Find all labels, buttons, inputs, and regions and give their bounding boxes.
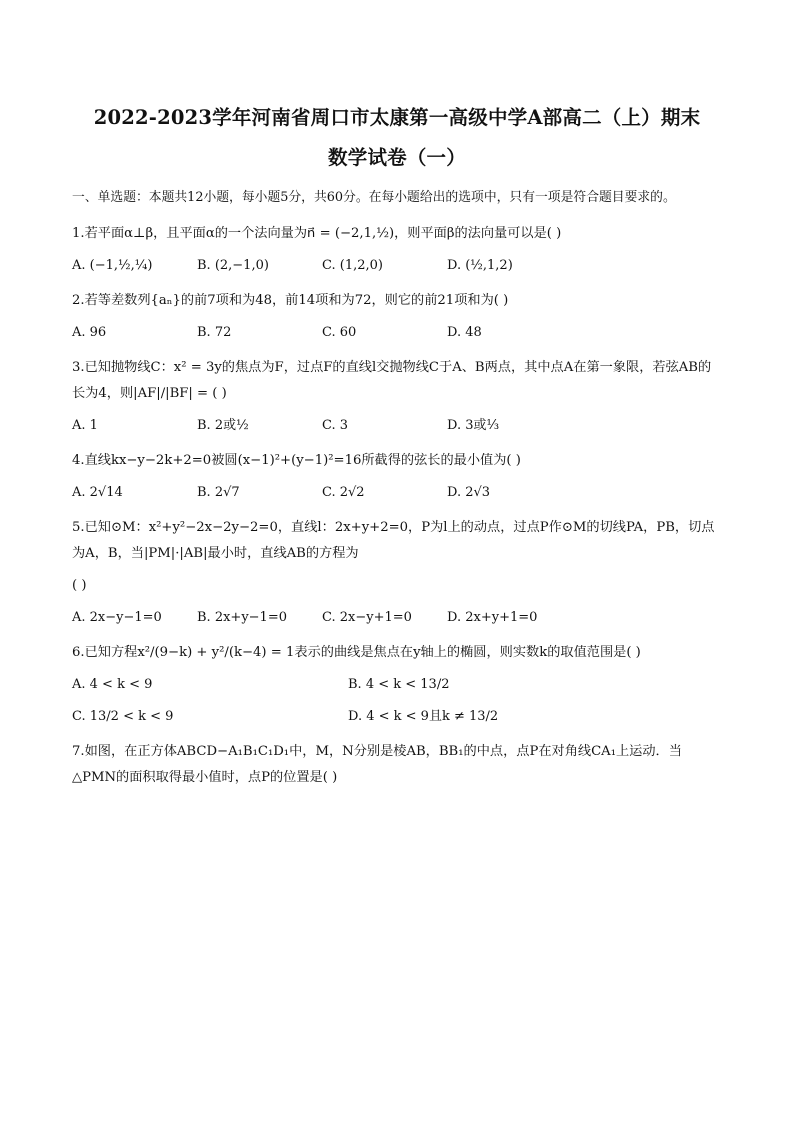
question-2-option-c: C. 60 xyxy=(322,325,357,340)
question-7-stem: 7.如图，在正方体ABCD−A₁B₁C₁D₁中，M，N分别是棱AB，BB₁的中点，点P在对角线CA₁上运动．当△PMN的面积取得最小值时，点P的位置是( ) xyxy=(72,744,682,785)
question-6-options-row2 xyxy=(72,704,722,730)
section-heading: 一、单选题：本题共12小题，每小题5分，共60分。在每小题给出的选项中，只有一项是符合题目要求的。 xyxy=(72,190,676,205)
question-5-stem: 5.已知⊙M：x²+y²−2x−2y−2=0，直线l：2x+y+2=0，P为l上的动点，过点P作⊙M的切线PA，PB，切点为A，B，当|PM|·|AB|最小时，直线AB的方程为 xyxy=(72,520,715,561)
question-2-option-a: A. 96 xyxy=(72,325,107,340)
question-5-option-b: B. 2x+y−1=0 xyxy=(197,610,287,625)
question-4-option-b: B. 2√7 xyxy=(197,485,240,500)
question-1-options xyxy=(72,253,722,279)
question-3-option-a: A. 1 xyxy=(72,418,98,433)
question-4-option-d: D. 2√3 xyxy=(447,485,491,500)
question-1-option-c: C. (1,2,0) xyxy=(322,258,383,273)
question-5-option-a: A. 2x−y−1=0 xyxy=(72,610,162,625)
question-1-option-a: A. (−1,½,¼) xyxy=(72,258,153,273)
question-6-option-c: C. 13/2 < k < 9 xyxy=(72,709,174,724)
question-1-option-d: D. (½,1,2) xyxy=(447,258,513,273)
question-5-options xyxy=(72,605,722,631)
page-title-line2: 数学试卷（一） xyxy=(328,146,466,169)
question-6-options-row1 xyxy=(72,672,722,698)
question-2-options xyxy=(72,320,722,346)
question-6-option-a: A. 4 < k < 9 xyxy=(72,677,153,692)
question-1-option-b: B. (2,−1,0) xyxy=(197,258,269,273)
question-3-option-b: B. 2或½ xyxy=(197,418,249,433)
question-1-stem: 1.若平面α⊥β，且平面α的一个法向量为n⃗ = (−2,1,½)，则平面β的法向量可以是( ) xyxy=(72,226,562,241)
question-4-options xyxy=(72,480,722,506)
question-3-stem: 3.已知抛物线C：x² = 3y的焦点为F，过点F的直线l交抛物线C于A、B两点，其中点A在第一象限，若弦AB的长为4，则|AF|/|BF| = ( ) xyxy=(72,360,712,401)
question-6-option-b: B. 4 < k < 13/2 xyxy=(348,677,450,692)
question-6-stem: 6.已知方程x²/(9−k) + y²/(k−4) = 1表示的曲线是焦点在y轴上的椭圆，则实数k的取值范围是( ) xyxy=(72,645,641,660)
question-4-option-a: A. 2√14 xyxy=(72,485,123,500)
question-4-stem: 4.直线kx−y−2k+2=0被圆(x−1)²+(y−1)²=16所截得的弦长的最小值为( ) xyxy=(72,453,521,468)
question-2-option-d: D. 48 xyxy=(447,325,482,340)
question-2-option-b: B. 72 xyxy=(197,325,232,340)
question-6-option-d: D. 4 < k < 9且k ≠ 13/2 xyxy=(348,709,499,724)
question-5-answer-paren: ( ) xyxy=(72,578,87,593)
question-4-option-c: C. 2√2 xyxy=(322,485,365,500)
question-3-options xyxy=(72,413,722,439)
question-3-option-d: D. 3或⅓ xyxy=(447,418,500,433)
question-2-stem: 2.若等差数列{aₙ}的前7项和为48，前14项和为72，则它的前21项和为( ) xyxy=(72,293,509,308)
question-3-option-c: C. 3 xyxy=(322,418,349,433)
page-title-line1: 2022-2023学年河南省周口市太康第一高级中学A部高二（上）期末 xyxy=(93,106,701,129)
question-5-option-d: D. 2x+y+1=0 xyxy=(447,610,538,625)
question-5-option-c: C. 2x−y+1=0 xyxy=(322,610,412,625)
